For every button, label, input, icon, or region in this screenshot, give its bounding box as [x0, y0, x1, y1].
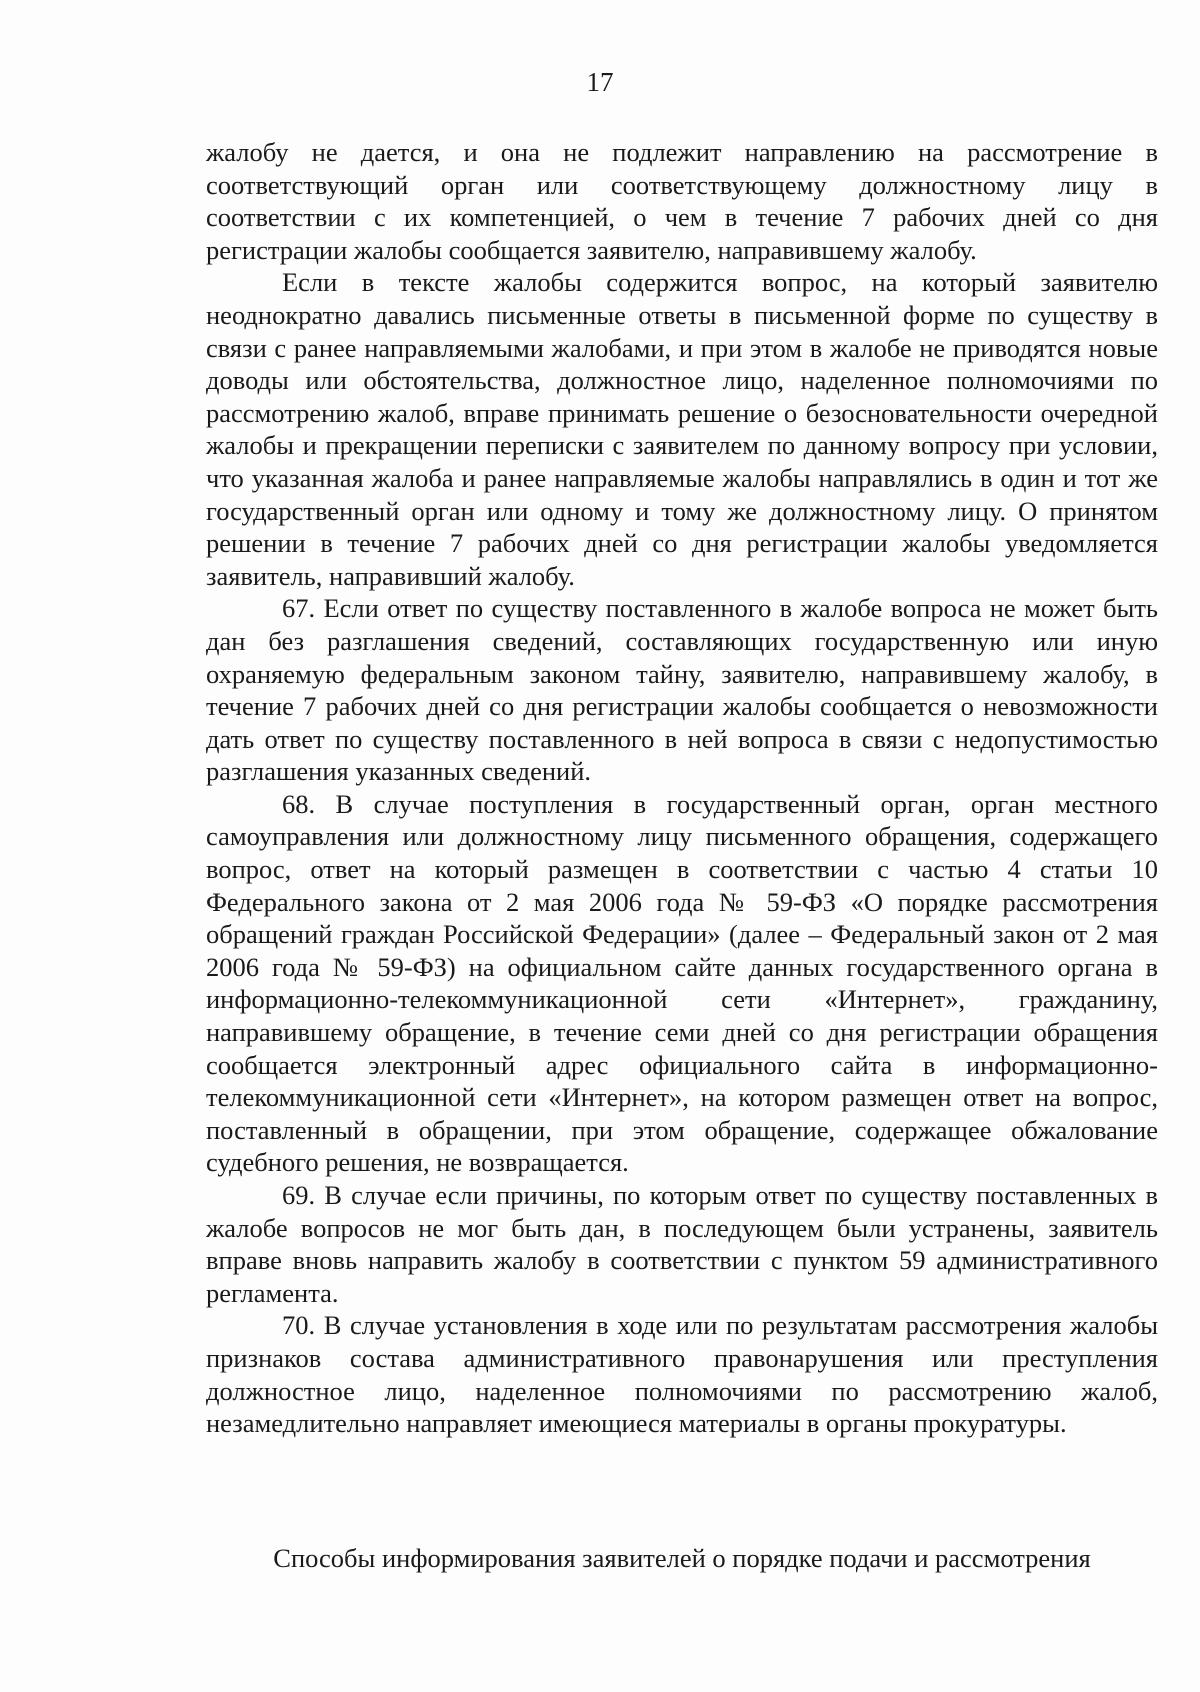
paragraph-repeated-complaints: Если в тексте жалобы содержится вопрос, на который заявителю неоднократно давались письменные ответы в письменной форме по существу в связи с ранее направляемыми жалобами, и при этом в жалобе не приводятся новые доводы или обстоятельства, должностное лицо, наделенное полномочиями по рассмотрению жалоб, вправе принимать решение о безосновательности очередной жалобы и прекращении переписки с заявителем по данному вопросу при условии, что указанная жалоба и ранее направляемые жалобы направлялись в один и тот же государственный орган или одному и тому же должностному лицу. О принятом решении в течение 7 рабочих дней со дня регистрации жалобы уведомляется заявитель, направивший жалобу. [206, 267, 1158, 591]
section-heading: Способы информирования заявителей о порядке подачи и рассмотрения [273, 1543, 1091, 1573]
paragraph-67: 67. Если ответ по существу поставленного в жалобе вопроса не может быть дан без разглашения сведений, составляющих государственную или иную охраняемую федеральным законом тайну, заявителю, направившему жалобу, в течение 7 рабочих дней со дня регистрации жалобы сообщается о невозможности дать ответ по существу поставленного в ней вопроса в связи с недопустимостью разглашения указанных сведений. [206, 593, 1158, 787]
page-number: 17 [586, 67, 614, 97]
paragraph-70: 70. В случае установления в ходе или по результатам рассмотрения жалобы признаков состава административного правонарушения или преступления должностное лицо, наделенное полномочиями по рассмотрению жалоб, незамедлительно направляет имеющиеся материалы в органы прокуратуры. [206, 1310, 1158, 1439]
document-body [206, 136, 1158, 1440]
paragraph-69: 69. В случае если причины, по которым ответ по существу поставленных в жалобе вопросов не мог быть дан, в последующем были устранены, заявитель вправе вновь направить жалобу в соответствии с пунктом 59 административного регламента. [206, 1180, 1158, 1308]
paragraph-68: 68. В случае поступления в государственный орган, орган местного самоуправления или должностному лицу письменного обращения, содержащего вопрос, ответ на который размещен в соответствии с частью 4 статьи 10 Федерального закона от 2 мая 2006 года № 59-ФЗ «О порядке рассмотрения обращений граждан Российской Федерации» (далее – Федеральный закон от 2 мая 2006 года № 59-ФЗ) на официальном сайте данных государственного органа в информационно-телекоммуникационной сети «Интернет», гражданину, направившему обращение, в течение семи дней со дня регистрации обращения сообщается электронный адрес официального сайта в информационно-телекоммуникационной сети «Интернет», на котором размещен ответ на вопрос, поставленный в обращении, при этом обращение, содержащее обжалование судебного решения, не возвращается. [206, 788, 1158, 1178]
paragraph-continuation: жалобу не дается, и она не подлежит направлению на рассмотрение в соответствующий орган или соответствующему должностному лицу в соответствии с их компетенцией, о чем в течение 7 рабочих дней со дня регистрации жалобы сообщается заявителю, направившему жалобу. [206, 137, 1158, 265]
